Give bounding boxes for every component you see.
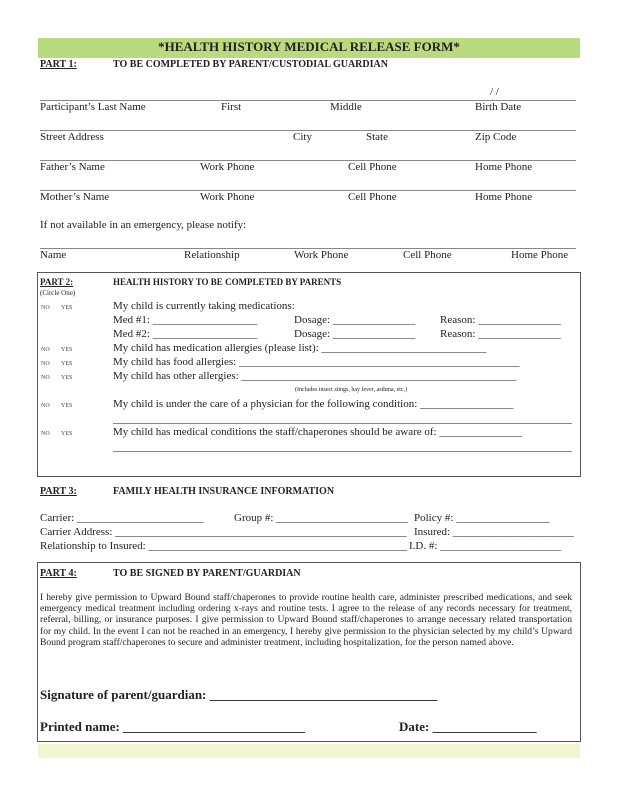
form-title: *HEALTH HISTORY MEDICAL RELEASE FORM* [158, 39, 460, 54]
q6-continuation-line[interactable] [113, 451, 572, 452]
label-mother-home: Home Phone [475, 191, 533, 203]
label-em-relationship: Relationship [184, 249, 240, 261]
label-em-cell: Cell Phone [403, 249, 452, 261]
q6-medical-conditions[interactable]: My child has medical conditions the staff/chaperones should be aware of: _______________ [113, 426, 522, 438]
q3-food-allergies[interactable]: My child has food allergies: ___________________________________________________ [113, 356, 520, 368]
part4-label: PART 4: [40, 568, 77, 579]
label-street: Street Address [40, 131, 104, 143]
q6-no[interactable]: NO [41, 431, 50, 437]
label-first: First [221, 101, 242, 113]
carrier-address-field[interactable]: Carrier Address: _____________________________________________________ [40, 526, 407, 538]
q2-yes[interactable]: YES [61, 347, 73, 353]
med2-field[interactable]: Med #2: ___________________ [113, 328, 258, 340]
med1-field[interactable]: Med #1: ___________________ [113, 314, 258, 326]
q4-other-allergies[interactable]: My child has other allergies: __________________________________________________ [113, 370, 517, 382]
reason2-field[interactable]: Reason: _______________ [440, 328, 561, 340]
date-field[interactable]: Date: ________________ [399, 719, 537, 734]
q2-med-allergies[interactable]: My child has medication allergies (please list): ______________________________ [113, 342, 487, 354]
part4-heading: TO BE SIGNED BY PARENT/GUARDIAN [113, 568, 301, 579]
label-em-name: Name [40, 249, 67, 261]
label-state: State [366, 131, 388, 143]
q4-yes[interactable]: YES [61, 375, 73, 381]
label-father-work: Work Phone [200, 161, 255, 173]
dosage2-field[interactable]: Dosage: _______________ [294, 328, 416, 340]
label-em-work: Work Phone [294, 249, 349, 261]
label-city: City [293, 131, 312, 143]
relationship-insured-field[interactable]: Relationship to Insured: _______________________________________________ [40, 540, 407, 552]
q1-yes[interactable]: YES [61, 305, 73, 311]
label-father-home: Home Phone [475, 161, 533, 173]
carrier-field[interactable]: Carrier: _______________________ [40, 512, 204, 524]
q3-yes[interactable]: YES [61, 361, 73, 367]
q4-note: (Includes insect stings, hay fever, asthma, etc.) [295, 387, 408, 393]
label-mother-cell: Cell Phone [348, 191, 397, 203]
birth-date-slashes: / / [490, 86, 499, 98]
label-birth-date: Birth Date [475, 101, 522, 113]
q5-physician[interactable]: My child is under the care of a physician for the following condition: _________________ [113, 398, 514, 410]
part3-label: PART 3: [40, 486, 77, 497]
part2-circle-one: (Circle One) [40, 289, 76, 297]
id-field[interactable]: I.D. #: ______________________ [409, 540, 562, 552]
label-mother: Mother’s Name [40, 191, 110, 203]
label-middle: Middle [330, 101, 362, 113]
part2-label: PART 2: [40, 277, 74, 287]
group-field[interactable]: Group #: ________________________ [234, 512, 409, 524]
part1-heading: TO BE COMPLETED BY PARENT/CUSTODIAL GUARDIAN [113, 59, 388, 70]
part4-box [37, 562, 581, 742]
label-father-cell: Cell Phone [348, 161, 397, 173]
insured-field[interactable]: Insured: ______________________ [414, 526, 574, 538]
q4-no[interactable]: NO [41, 375, 50, 381]
part3-heading: FAMILY HEALTH INSURANCE INFORMATION [113, 486, 335, 497]
label-last-name: Participant’s Last Name [40, 101, 146, 113]
label-father: Father’s Name [40, 161, 105, 173]
signature-field[interactable]: Signature of parent/guardian: ___________________________________ [40, 687, 438, 702]
label-mother-work: Work Phone [200, 191, 255, 203]
q1-no[interactable]: NO [41, 305, 50, 311]
q3-no[interactable]: NO [41, 361, 50, 367]
q5-continuation-line[interactable] [113, 423, 572, 424]
q2-no[interactable]: NO [41, 347, 50, 353]
policy-field[interactable]: Policy #: _________________ [414, 512, 550, 524]
footer-bar [38, 744, 580, 758]
q6-yes[interactable]: YES [61, 431, 73, 437]
part1-label: PART 1: [40, 59, 77, 70]
q5-yes[interactable]: YES [61, 403, 73, 409]
label-zip: Zip Code [475, 131, 517, 143]
emergency-notify: If not available in an emergency, please notify: [40, 219, 247, 231]
printed-name-field[interactable]: Printed name: ____________________________ [40, 719, 306, 734]
q1-medications: My child is currently taking medications: [113, 300, 295, 312]
consent-paragraph: I hereby give permission to Upward Bound staff/chaperones to provide routine health care, administer prescribed medications, and seek emergency medical treatment including ordering x-rays and routine tests. I agree to the release of any records necessary for treatment, referral, billing, or insurance purposes. I give permission to Upward Bound staff/chaperones to arrange necessary related transportation for my child. In the event I can not be reached in an emergency, I hereby give permission to the physician selected by my child’s Upward Bound program staff/chaperones to secure and administer treatment, including hospitalization, for the person named above. [40, 592, 572, 648]
dosage1-field[interactable]: Dosage: _______________ [294, 314, 416, 326]
q5-no[interactable]: NO [41, 403, 50, 409]
label-em-home: Home Phone [511, 249, 569, 261]
reason1-field[interactable]: Reason: _______________ [440, 314, 561, 326]
part2-heading: HEALTH HISTORY TO BE COMPLETED BY PARENTS [113, 277, 342, 287]
